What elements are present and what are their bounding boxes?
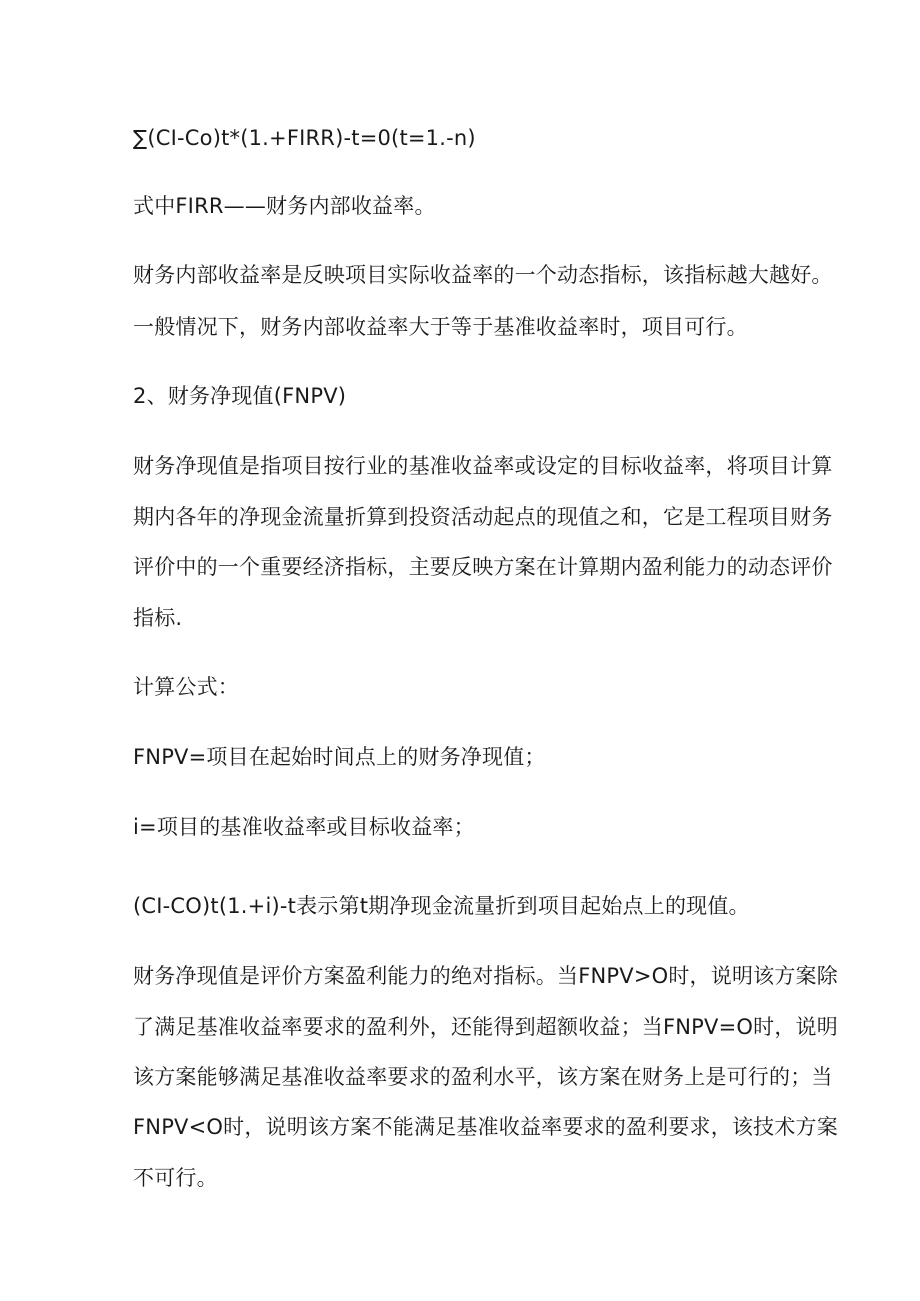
paragraph-fnpv-line-1: 财务净现值是指项目按行业的基准收益率或设定的目标收益率，将项目计算 bbox=[133, 454, 833, 478]
paragraph-fnpv-line-4: 指标. bbox=[133, 606, 183, 630]
paragraph-criteria-line-5: 不可行。 bbox=[133, 1166, 218, 1190]
paragraph-firr-line-1: 财务内部收益率是反映项目实际收益率的一个动态指标，该指标越大越好。 bbox=[133, 263, 833, 287]
section-heading-fnpv: 2、财务净现值(FNPV) bbox=[133, 384, 347, 408]
formula-heading: 计算公式： bbox=[133, 675, 239, 699]
paragraph-criteria-line-3: 该方案能够满足基准收益率要求的盈利水平，该方案在财务上是可行的；当 bbox=[133, 1065, 833, 1089]
definition-fnpv: FNPV=项目在起始时间点上的财务净现值； bbox=[133, 745, 546, 769]
definition-discounted-flow: (CI-CO)t(1.+i)-t表示第t期净现金流量折到项目起始点上的现值。 bbox=[133, 894, 750, 918]
paragraph-fnpv-line-2: 期内各年的净现金流量折算到投资活动起点的现值之和，它是工程项目财务 bbox=[133, 505, 833, 529]
firr-definition: 式中FIRR——财务内部收益率。 bbox=[133, 194, 436, 218]
formula-firr: ∑(CI-Co)t*(1.+FIRR)-t=0(t=1.-n) bbox=[133, 126, 476, 150]
definition-i: i=项目的基准收益率或目标收益率； bbox=[133, 815, 475, 839]
paragraph-fnpv-line-3: 评价中的一个重要经济指标，主要反映方案在计算期内盈利能力的动态评价 bbox=[133, 555, 833, 579]
paragraph-criteria-line-1: 财务净现值是评价方案盈利能力的绝对指标。当FNPV>O时，说明该方案除 bbox=[133, 964, 838, 988]
paragraph-criteria-line-4: FNPV<O时，说明该方案不能满足基准收益率要求的盈利要求，该技术方案 bbox=[133, 1115, 838, 1139]
paragraph-firr-line-2: 一般情况下，财务内部收益率大于等于基准收益率时，项目可行。 bbox=[133, 315, 748, 339]
paragraph-criteria-line-2: 了满足基准收益率要求的盈利外，还能得到超额收益；当FNPV=O时，说明 bbox=[133, 1015, 838, 1039]
